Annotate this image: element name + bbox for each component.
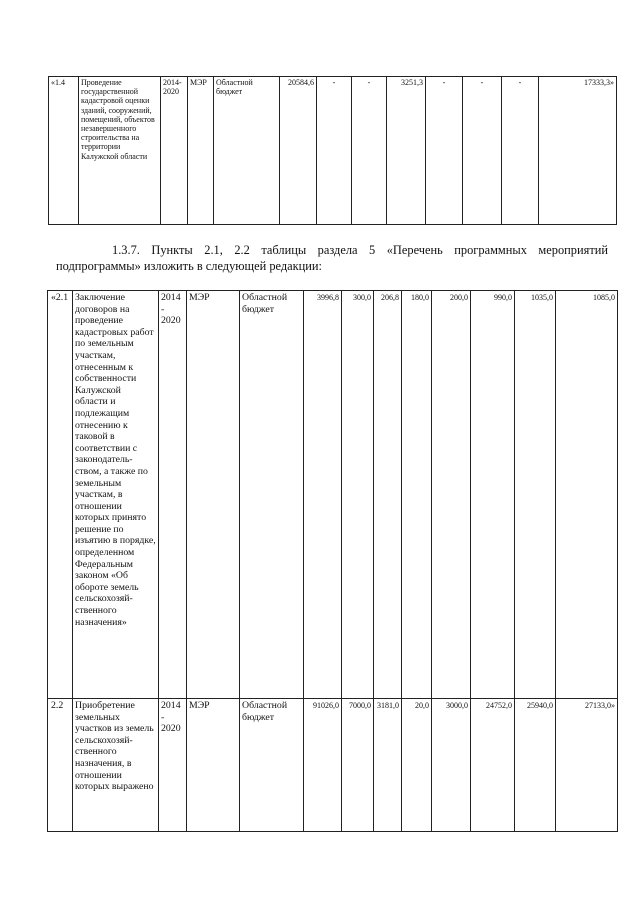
value-cell: 20,0 (402, 699, 432, 832)
executor-cell: МЭР (188, 77, 214, 225)
program-table-main (47, 290, 618, 832)
value-cell: 7000,0 (342, 699, 374, 832)
value-cell: 20584,6 (280, 77, 317, 225)
value-cell: - (502, 77, 539, 225)
value-cell: 3996,8 (304, 291, 342, 699)
source-cell: Областной бюджет (214, 77, 280, 225)
activity-name: Приобретение земельных участков из земель сельскохозяй-ственного назначения, в отношении которых выражено (73, 699, 159, 832)
value-cell: 206,8 (374, 291, 402, 699)
table-row (48, 291, 618, 699)
table-row (48, 699, 618, 832)
value-cell: 3251,3 (387, 77, 426, 225)
activity-name: Заключение договоров на проведение кадастровых работ по земельным участкам, отнесенным к собственности Калужской области и подлежащим отнесению к таковой в соответствии с законодатель-ством, а также по земельным участкам, в отношении которых принято решение по изъятию в порядке, определенном Федеральным законом «Об обороте земель сельскохозяй-ственного назначения» (73, 291, 159, 699)
value-cell: 1085,0 (556, 291, 618, 699)
row-number: «1.4 (49, 77, 79, 225)
instruction-paragraph: 1.3.7. Пункты 2.1, 2.2 таблицы раздела 5 «Перечень программных мероприятий подпрограммы» изложить в следующей редакции: (56, 243, 608, 273)
value-cell: 1035,0 (515, 291, 556, 699)
value-cell: 91026,0 (304, 699, 342, 832)
period-cell: 2014 - 2020 (159, 291, 187, 699)
source-cell: Областной бюджет (240, 291, 304, 699)
table-row (49, 77, 617, 225)
value-cell: 990,0 (471, 291, 515, 699)
value-cell: - (463, 77, 502, 225)
period-cell: 2014 - 2020 (159, 699, 187, 832)
executor-cell: МЭР (187, 291, 240, 699)
value-cell: 200,0 (432, 291, 471, 699)
row-number: 2.2 (48, 699, 73, 832)
value-cell: 24752,0 (471, 699, 515, 832)
value-cell: 25940,0 (515, 699, 556, 832)
executor-cell: МЭР (187, 699, 240, 832)
value-cell: 27133,0» (556, 699, 618, 832)
row-number: «2.1 (48, 291, 73, 699)
program-table-top (48, 76, 617, 225)
source-cell: Областной бюджет (240, 699, 304, 832)
value-cell: 3181,0 (374, 699, 402, 832)
value-cell: 17333,3» (539, 77, 617, 225)
value-cell: - (317, 77, 352, 225)
activity-name: Проведение государственной кадастровой оценки зданий, сооружений, помещений, объектов незавершенного строительства на территории Калужской области (79, 77, 161, 225)
period-cell: 2014-2020 (161, 77, 188, 225)
value-cell: 180,0 (402, 291, 432, 699)
value-cell: 300,0 (342, 291, 374, 699)
value-cell: 3000,0 (432, 699, 471, 832)
value-cell: - (426, 77, 463, 225)
value-cell: - (352, 77, 387, 225)
